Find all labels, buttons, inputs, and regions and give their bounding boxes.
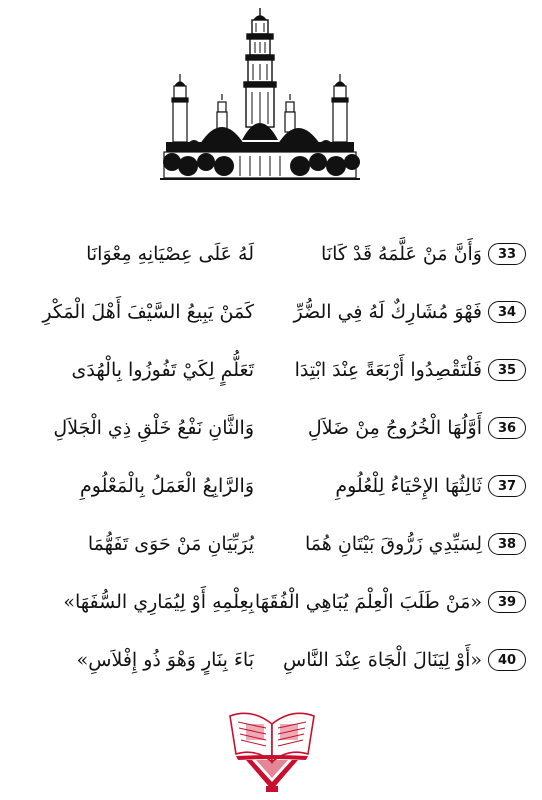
verse-row [0, 574, 542, 632]
verse-first-hemistich: فَلْتَقْصِدُوا أَرْبَعَةً عِنْدَ ابْتِدَا [294, 359, 482, 381]
verse-number-badge: 40 [488, 649, 526, 671]
open-book-icon [226, 694, 318, 794]
verse-first-hemistich: لِسَيِّدِي زَرُّوقَ بَيْتَانِ هُمَا [305, 533, 482, 555]
verse-number-badge: 35 [488, 359, 526, 381]
mosque-illustration [160, 6, 360, 184]
verse-row [0, 516, 542, 574]
verse-row [0, 226, 542, 284]
verse-first-hemistich: «مَنْ طَلَبَ الْعِلْمَ يُبَاهِي الْفُقَهَا [254, 591, 482, 613]
verse-second-hemistich: لَهُ عَلَى عِصْيَانِهِ مِعْوَانَا [86, 243, 254, 265]
verse-second-hemistich: وَالرَّابِعُ الْعَمَلُ بِالْمَعْلُومِ [80, 475, 254, 497]
verse-second-hemistich: وَالثَّانِ نَفْعُ خَلْقِ ذِي الْجَلاَلِ [53, 417, 254, 439]
verse-number-badge: 39 [488, 591, 526, 613]
verse-number-badge: 38 [488, 533, 526, 555]
verse-first-hemistich: ثَالِثُهَا الإِحْيَاءُ لِلْعُلُومِ [335, 475, 482, 497]
verse-row [0, 400, 542, 458]
verse-number-badge: 33 [488, 243, 526, 265]
verse-first-hemistich: فَهْوَ مُشَارِكٌ لَهُ فِي الضُّرِّ [293, 301, 482, 323]
verse-second-hemistich: كَمَنْ يَبِيعُ السَّيْفَ أَهْلَ الْمَكْرِ [42, 301, 254, 323]
verse-second-hemistich: يُرَبِّيَانِ مَنْ حَوَى تَفَهُّمَا [87, 533, 254, 555]
verse-list [0, 226, 542, 690]
verse-second-hemistich: تَعَلُّمٍ لِكَيْ تَفُوزُوا بِالْهُدَى [71, 359, 254, 381]
verse-number-badge: 36 [488, 417, 526, 439]
verse-first-hemistich: «أَوْ لِيَنَالَ الْجَاهَ عِنْدَ النَّاسِ [283, 649, 482, 671]
verse-first-hemistich: أَوَّلُهَا الْخُرُوجُ مِنْ ضَلاَلِ [307, 417, 482, 439]
verse-row [0, 632, 542, 690]
verse-row [0, 284, 542, 342]
verse-row [0, 342, 542, 400]
verse-first-hemistich: وَأَنَّ مَنْ عَلَّمَهُ قَدْ كَانَا [321, 243, 482, 265]
verse-number-badge: 34 [488, 301, 526, 323]
verse-second-hemistich: بِعِلْمِهِ أَوْ لِيُمَارِي السُّفَهَا» [63, 591, 254, 613]
verse-number-badge: 37 [488, 475, 526, 497]
verse-row [0, 458, 542, 516]
verse-second-hemistich: بَاءَ بِنَارٍ وَهْوَ ذُو إِفْلاَسِ» [76, 649, 254, 671]
